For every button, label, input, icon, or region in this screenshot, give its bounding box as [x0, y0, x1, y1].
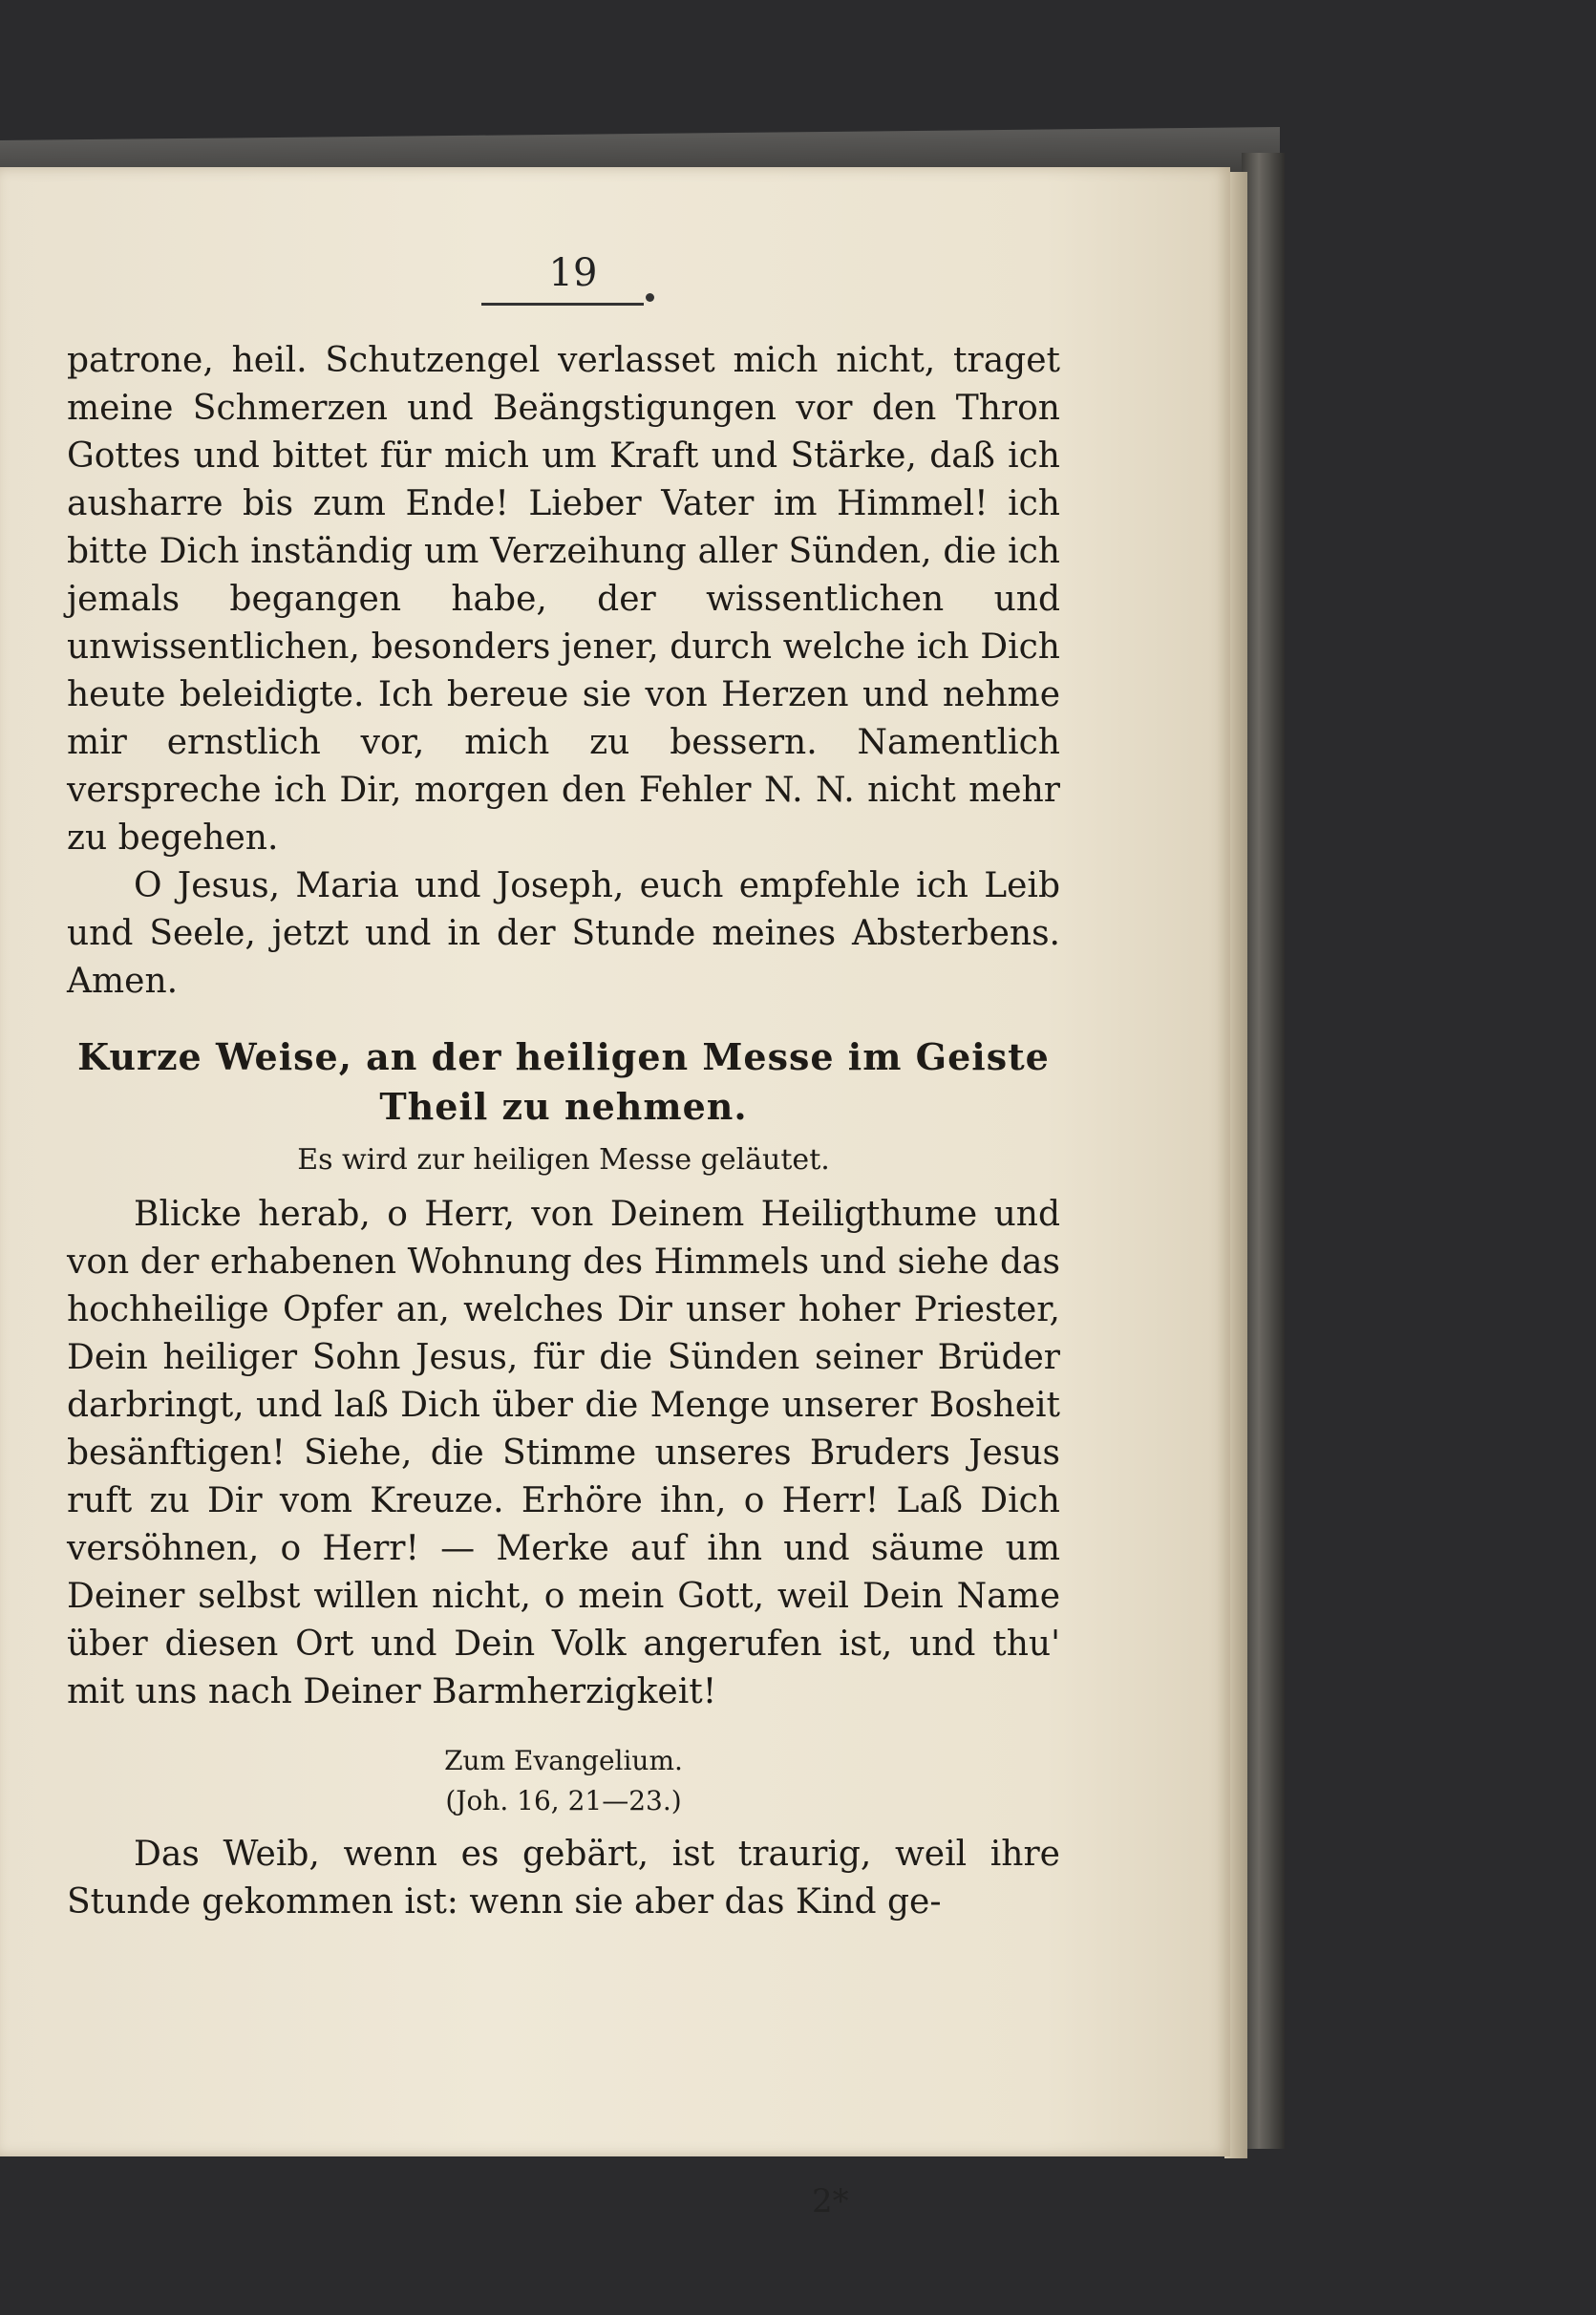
paragraph-mass: Blicke herab, o Herr, von Deinem Heiligthume und von der erhabenen Wohnung des Himmels und siehe das hochheilige Opfer an, welches Dir unser hoher Priester, Dein heiliger Sohn Jesus, für die Sünden seiner Brüder darbringt, und laß Dich über die Menge unserer Bosheit besänftigen! Siehe, die Stimme unseres Bruders Jesus ruft zu Dir vom Kreuze. Erhöre ihn, o Herr! Laß Dich versöhnen, o Herr! — Merke auf ihn und säume um Deiner selbst willen nicht, o mein Gott, weil Dein Name über diesen Ort und Dein Volk angerufen ist, und thu' mit uns nach Deiner Barmherzigkeit! [67, 1195, 1060, 1711]
page-number-dot [646, 293, 654, 302]
page-text [67, 337, 1060, 1926]
signature-mark: 2* [812, 2182, 849, 2220]
section-heading: Kurze Weise, an der heiligen Messe im Geiste Theil zu nehmen. [77, 1035, 1050, 1128]
page-number-rule [481, 303, 644, 306]
book-page [0, 167, 1230, 2220]
paragraph-gospel: Das Weib, wenn es gebärt, ist traurig, weil ihre Stunde gekommen ist: wenn sie aber das Kind ge- [67, 1835, 1060, 1922]
paragraph-prayer: patrone, heil. Schutzengel verlasset mich nicht, traget meine Schmerzen und Beängstigungen vor den Thron Gottes und bittet für mich um Kraft und Stärke, daß ich ausharre bis zum Ende! Lieber Vater im Himmel! ich bitte Dich inständig um Verzeihung aller Sünden, die ich jemals begangen habe, der wissentlichen und unwissentlichen, besonders jener, durch welche ich Dich heute beleidigte. Ich bereue sie von Herzen und nehme mir ernstlich vor, mich zu bessern. Namentlich verspreche ich Dir, morgen den Fehler N. N. nicht mehr zu begehen. [67, 341, 1060, 858]
page-number: 19 [548, 251, 598, 295]
book-cover-spine [1242, 153, 1285, 2149]
gospel-reference: (Joh. 16, 21—23.) [445, 1785, 682, 1816]
gospel-title: Zum Evangelium. [444, 1745, 683, 1776]
section-subheading: Es wird zur heiligen Messe geläutet. [297, 1143, 830, 1177]
paragraph-closing: O Jesus, Maria und Joseph, euch empfehle ich Leib und Seele, jetzt und in der Stunde meines Absterbens. Amen. [67, 866, 1060, 1001]
